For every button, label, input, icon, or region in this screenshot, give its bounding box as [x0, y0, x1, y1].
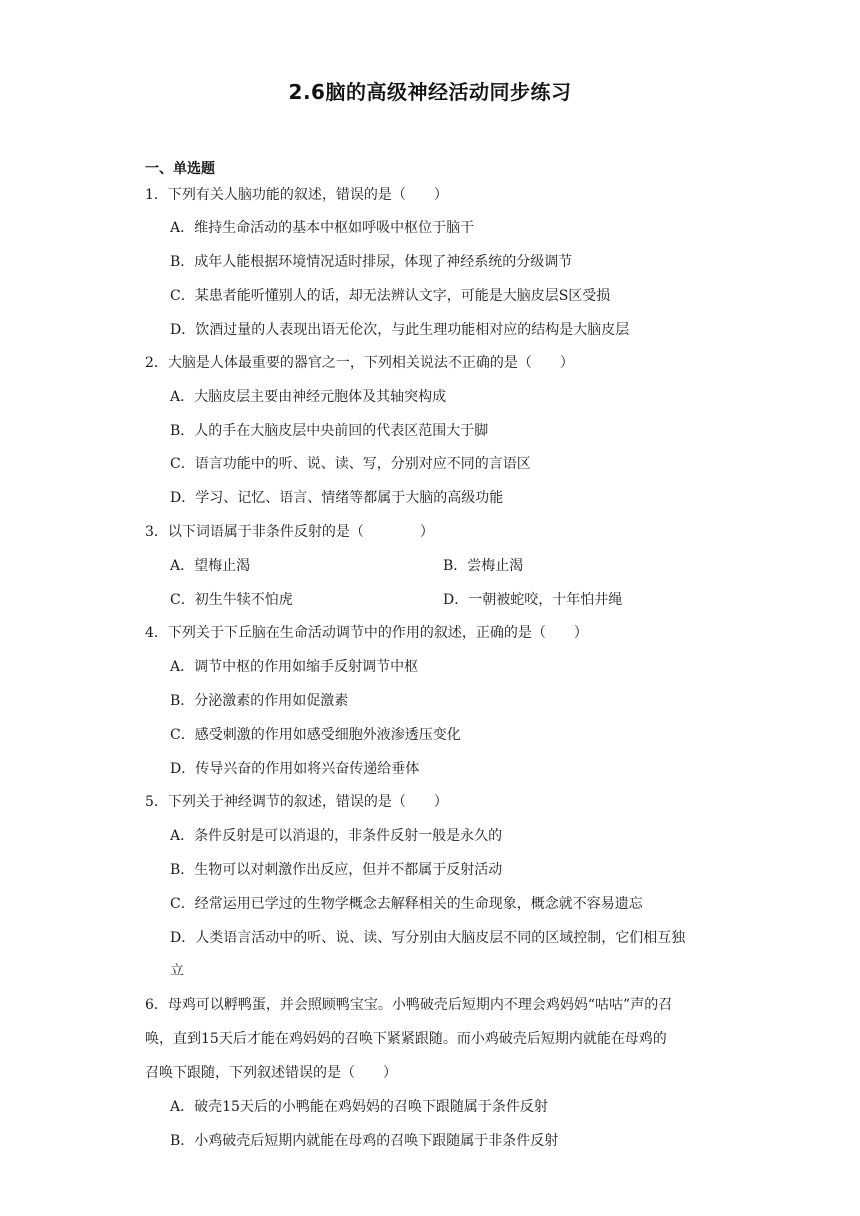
question-4-option-b: B．分泌激素的作用如促激素	[170, 693, 349, 709]
question-3-stem: 3．以下词语属于非条件反射的是（ ）	[145, 524, 434, 540]
question-6-stem-line-3: 召唤下跟随，下列叙述错误的是（ ）	[145, 1065, 397, 1081]
question-5-option-d-continued: 立	[170, 963, 184, 979]
question-3-option-c: C．初生牛犊不怕虎	[170, 592, 293, 608]
question-6-option-b: B．小鸡破壳后短期内就能在母鸡的召唤下跟随属于非条件反射	[170, 1133, 559, 1149]
question-5-option-c: C．经常运用已学过的生物学概念去解释相关的生命现象，概念就不容易遗忘	[170, 896, 643, 912]
section-heading: 一、单选题	[145, 161, 215, 177]
question-3-option-b: B．尝梅止渴	[443, 558, 524, 574]
question-2-option-a: A．大脑皮层主要由神经元胞体及其轴突构成	[170, 389, 447, 405]
question-6-stem-line-2: 唤，直到15天后才能在鸡妈妈的召唤下紧紧跟随。而小鸡破壳后短期内就能在母鸡的	[145, 1031, 667, 1047]
question-1-option-d: D．饮酒过量的人表现出语无伦次，与此生理功能相对应的结构是大脑皮层	[170, 322, 630, 338]
question-2-option-d: D．学习、记忆、语言、情绪等都属于大脑的高级功能	[170, 490, 504, 506]
page-title: 2.6脑的高级神经活动同步练习	[288, 80, 572, 104]
question-2-option-b: B．人的手在大脑皮层中央前回的代表区范围大于脚	[170, 423, 489, 439]
question-4-stem: 4．下列关于下丘脑在生命活动调节中的作用的叙述，正确的是（ ）	[145, 625, 588, 641]
question-3-option-d: D．一朝被蛇咬，十年怕井绳	[443, 592, 623, 608]
question-4-option-c: C．感受刺激的作用如感受细胞外液渗透压变化	[170, 727, 461, 743]
question-4-option-a: A．调节中枢的作用如缩手反射调节中枢	[170, 659, 419, 675]
question-2-stem: 2．大脑是人体最重要的器官之一，下列相关说法不正确的是（ ）	[145, 355, 574, 371]
question-5-option-a: A．条件反射是可以消退的，非条件反射一般是永久的	[170, 828, 503, 844]
question-2-option-c: C．语言功能中的听、说、读、写，分别对应不同的言语区	[170, 456, 531, 472]
question-5-stem: 5．下列关于神经调节的叙述，错误的是（ ）	[145, 794, 448, 810]
question-1-option-b: B．成年人能根据环境情况适时排尿，体现了神经系统的分级调节	[170, 254, 573, 270]
question-4-option-d: D．传导兴奋的作用如将兴奋传递给垂体	[170, 761, 420, 777]
question-6-option-a: A．破壳15天后的小鸭能在鸡妈妈的召唤下跟随属于条件反射	[170, 1099, 548, 1115]
question-1-option-a: A．维持生命活动的基本中枢如呼吸中枢位于脑干	[170, 220, 475, 236]
question-6-stem-line-1: 6．母鸡可以孵鸭蛋，并会照顾鸭宝宝。小鸭破壳后短期内不理会鸡妈妈“咕咕”声的召	[145, 997, 673, 1013]
question-5-option-b: B．生物可以对刺激作出反应，但并不都属于反射活动	[170, 862, 503, 878]
question-3-option-a: A．望梅止渴	[170, 558, 251, 574]
question-5-option-d: D．人类语言活动中的听、说、读、写分别由大脑皮层不同的区域控制，它们相互独	[170, 930, 686, 946]
question-1-stem: 1．下列有关人脑功能的叙述，错误的是（ ）	[145, 187, 448, 203]
question-1-option-c: C．某患者能听懂别人的话，却无法辨认文字，可能是大脑皮层S区受损	[170, 288, 611, 304]
